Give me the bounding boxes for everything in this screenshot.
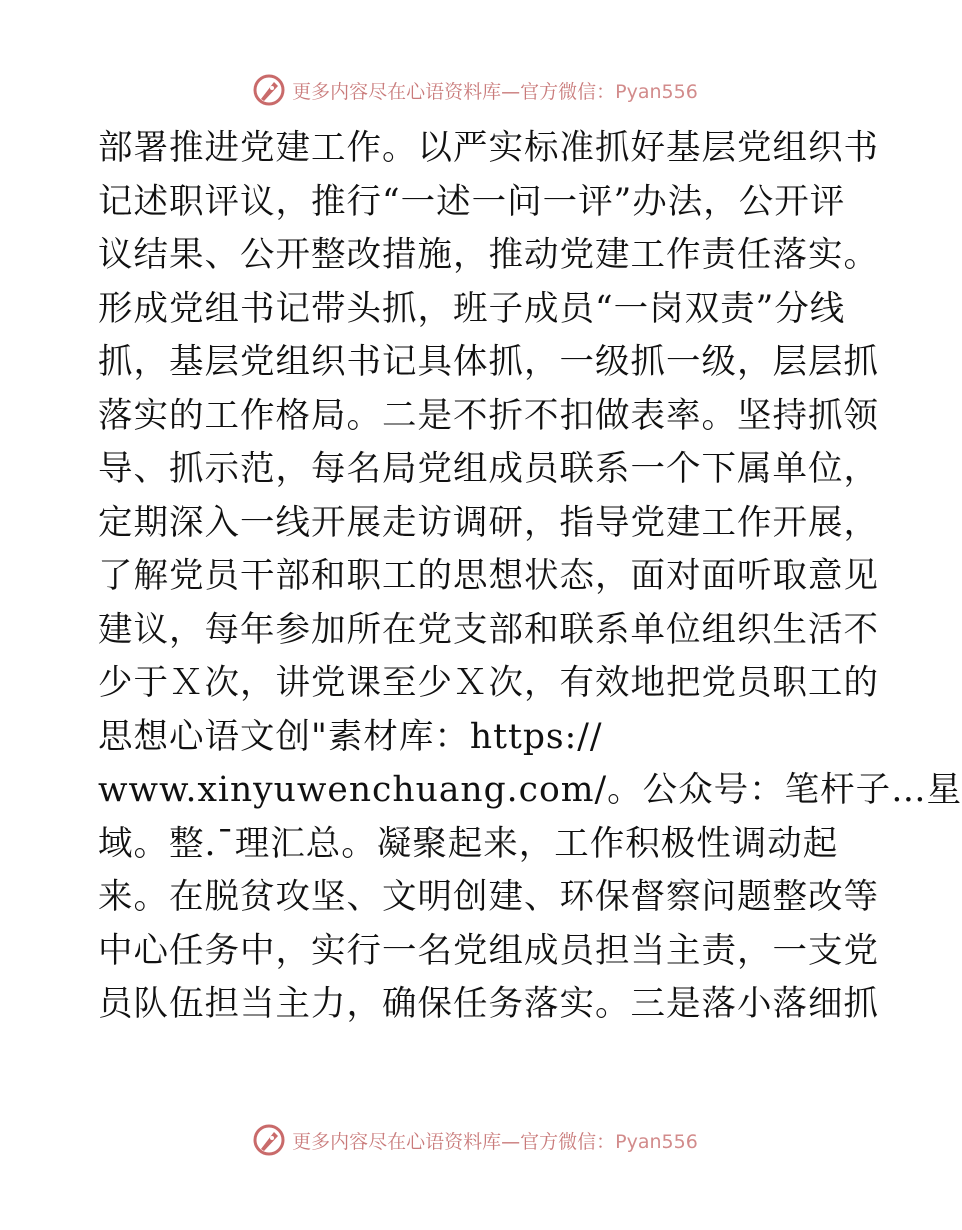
text-line: 来。在脱贫攻坚、文明创建、环保督察问题整改等 [98,877,879,917]
watermark-text [292,1127,698,1154]
text-line: 形成党组书记带头抓，班子成员“一岗双责”分线 [98,288,846,329]
text-line: 部署推进党建工作。以严实标准抓好基层党组织书 [98,128,879,168]
text-line: 了解党员干部和职工的思想状态，面对面听取意见 [98,556,879,596]
text-line: 建议，每年参加所在党支部和联系单位组织生活不 [98,609,879,650]
text-line: 抓，基层党组织书记具体抓，一级抓一级，层层抓 [98,342,879,382]
text-line: 域。整.¯理汇总。凝聚起来，工作积极性调动起 [98,823,839,864]
text-line: 少于Ｘ次，讲党课至少Ｘ次，有效地把党员职工的 [98,663,879,703]
watermark-text [292,77,698,104]
watermark-id: Pyan556 [615,80,698,103]
document-body [98,122,962,1032]
text-line: 导、抓示范，每名局党组成员联系一个下属单位， [98,449,879,489]
text-line: 中心任务中，实行一名党组成员担当主责，一支党 [98,930,879,971]
footer-watermark [0,1120,950,1160]
text-line: 记述职评议，推行“一述一问一评”办法，公开评 [98,181,846,222]
header-watermark [0,70,950,110]
pen-nib-logo-icon [252,1123,286,1157]
text-line: 定期深入一线开展走访调研，指导党建工作开展， [98,502,879,543]
text-line: www.xinyuwenchuang.com/。公众号：笔杆子…星 [98,770,962,810]
watermark-id: Pyan556 [615,1130,698,1153]
watermark-main: 更多内容尽在心语资料库—官方微信： [292,1130,616,1153]
text-line: 思想心语文创"素材库：https:// [98,716,603,757]
pen-nib-logo-icon [252,73,286,107]
watermark-main: 更多内容尽在心语资料库—官方微信： [292,80,616,103]
text-line: 议结果、公开整改措施，推动党建工作责任落实。 [98,235,879,275]
text-line: 员队伍担当主力，确保任务落实。三是落小落细抓 [98,984,879,1024]
text-line: 落实的工作格局。二是不折不扣做表率。坚持抓领 [98,395,879,436]
